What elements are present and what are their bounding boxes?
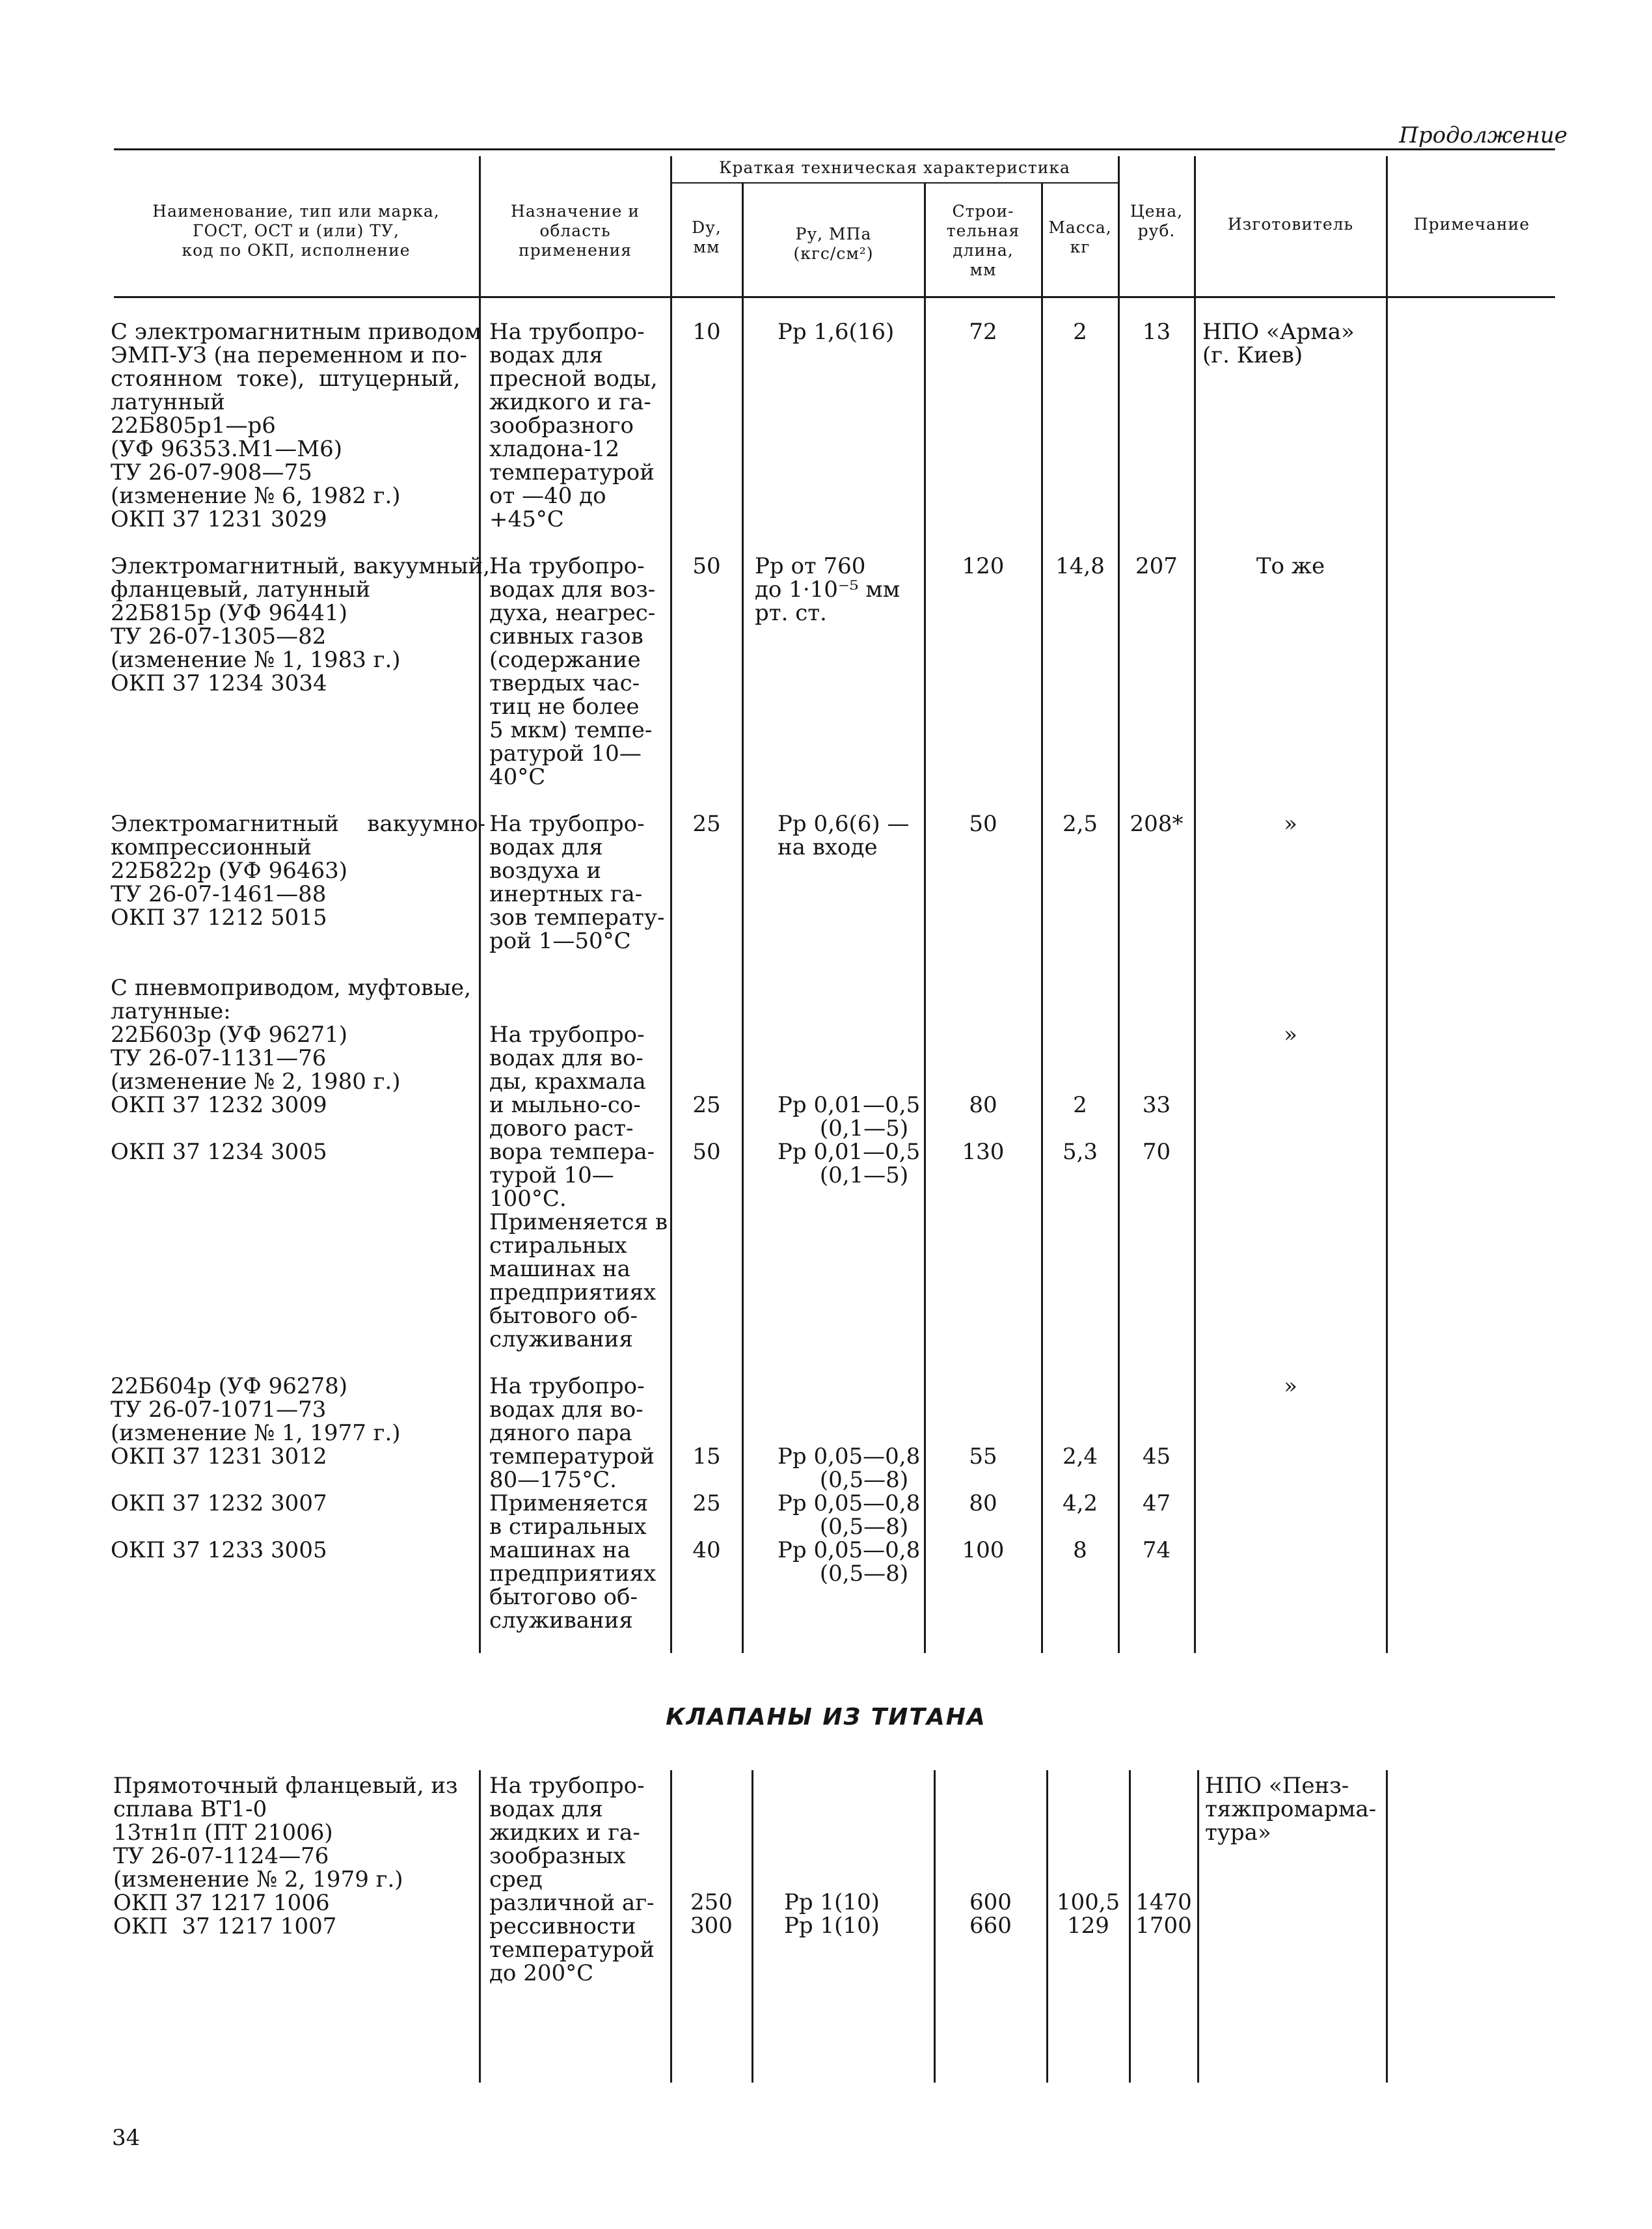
- header-note: Примечание: [1413, 215, 1530, 234]
- t-col-rule-3: [752, 1770, 753, 2083]
- header-price: Цена, руб.: [1130, 202, 1184, 240]
- row5-mass: 2,4 4,2 8: [1062, 1443, 1098, 1563]
- header-mass: Масса, кг: [1048, 218, 1112, 256]
- row1-price: 13: [1142, 319, 1171, 345]
- titan-py: Pр 1(10) Pр 1(10): [784, 1889, 880, 1939]
- titan-dy: 250 300: [690, 1889, 733, 1939]
- row5-length: 55 80 100: [962, 1443, 1005, 1563]
- row5-purpose: На трубопро- водах для во- дяного пара температурой 80—175°С. Применяется в стиральных машинах на предприятиях бытогово об- служивания: [489, 1373, 657, 1634]
- section-title: КЛАПАНЫ ИЗ ТИТАНА: [666, 1704, 986, 1730]
- col-rule-4: [924, 184, 926, 1653]
- row3-length: 50: [969, 811, 997, 837]
- t-col-rule-7: [1197, 1770, 1199, 2083]
- header-maker: Изготовитель: [1227, 215, 1354, 234]
- titan-length: 600 660: [969, 1889, 1012, 1939]
- row2-name: Электромагнитный, вакуумный, фланцевый, латунный 22Б815р (УФ 96441) ТУ 26-07-1305—82 (изменение № 1, 1983 г.) ОКП 37 1234 3034: [111, 553, 490, 696]
- header-bottom-rule: [114, 296, 1555, 298]
- row2-length: 120: [962, 553, 1005, 579]
- row4-dy: 25 50: [692, 1092, 721, 1165]
- tech-group-rule: [670, 182, 1119, 184]
- header-length: Строи- тельная длина, мм: [946, 202, 1020, 279]
- row5-maker: »: [1284, 1373, 1297, 1399]
- row2-purpose: На трубопро- водах для воз- духа, неагрес- сивных газов (содержание твердых час- тиц не более 5 мкм) темпе- ратурой 10— 40°С: [489, 553, 656, 790]
- continuation-note: Продолжение: [1399, 122, 1567, 148]
- t-col-rule-8: [1386, 1770, 1388, 2083]
- header-name: Наименование, тип или марка, ГОСТ, ОСТ и (или) ТУ, код по ОКП, исполнение: [152, 202, 440, 260]
- header-tech-group: Краткая техническая характеристика: [719, 158, 1070, 177]
- header-top-rule: [114, 148, 1555, 150]
- row5-name: 22Б604р (УФ 96278) ТУ 26-07-1071—73 (изменение № 1, 1977 г.) ОКП 37 1231 3012 ОКП 37 1232 3007 ОКП 37 1233 3005: [111, 1373, 401, 1563]
- col-rule-2: [670, 156, 672, 1653]
- row1-name: С электромагнитным приводом ЭМП-УЗ (на переменном и по- стоянном токе), штуцерный, латунный 22Б805р1—р6 (УФ 96353.М1—М6) ТУ 26-07-908—75 (изменение № 6, 1982 г.) ОКП 37 1231 3029: [111, 319, 482, 532]
- row4-purpose: На трубопро- водах для во- ды, крахмала и мыльно-со- дового раст- вора темпера- турой 10— 100°С. Применяется в стиральных машинах на предприятиях бытового об- служивания: [489, 1022, 668, 1352]
- row5-py: Pр 0,05—0,8 (0,5—8) Pр 0,05—0,8 (0,5—8) Pр 0,05—0,8 (0,5—8): [778, 1443, 921, 1587]
- row4-maker: »: [1284, 1022, 1297, 1048]
- row3-name: Электромагнитный вакуумно- компрессионный 22Б822р (УФ 96463) ТУ 26-07-1461—88 ОКП 37 1212 5015: [111, 811, 486, 931]
- col-rule-3: [742, 184, 744, 1653]
- titan-mass: 100,5 129: [1056, 1889, 1120, 1939]
- row2-price: 207: [1135, 553, 1178, 579]
- page-number: 34: [112, 2125, 141, 2151]
- col-rule-8: [1386, 156, 1388, 1653]
- col-rule-6: [1118, 156, 1120, 1653]
- titan-maker: НПО «Пенз- тяжпромарма- тура»: [1205, 1773, 1377, 1846]
- row4-name: С пневмоприводом, муфтовые, латунные: 22Б603р (УФ 96271) ТУ 26-07-1131—76 (изменение № 2, 1980 г.) ОКП 37 1232 3009 ОКП 37 1234 3005: [111, 975, 471, 1165]
- row1-purpose: На трубопро- водах для пресной воды, жидкого и га- зообразного хладона-12 температурой от —40 до +45°С: [489, 319, 658, 532]
- row2-maker: То же: [1256, 553, 1325, 579]
- row4-py: Pр 0,01—0,5 (0,1—5) Pр 0,01—0,5 (0,1—5): [778, 1092, 921, 1188]
- row3-mass: 2,5: [1062, 811, 1098, 837]
- row3-dy: 25: [692, 811, 721, 837]
- row2-py: Pр от 760 до 1·10⁻⁵ мм рт. ст.: [755, 553, 900, 626]
- row5-price: 45 47 74: [1142, 1443, 1171, 1563]
- header-py: Pу, МПа (кгс/см²): [793, 225, 874, 263]
- titan-purpose: На трубопро- водах для жидких и га- зообразных сред различной аг- рессивности температурой до 200°С: [489, 1773, 655, 1986]
- row3-price: 208*: [1130, 811, 1184, 837]
- row1-dy: 10: [692, 319, 721, 345]
- row1-maker: НПО «Арма» (г. Киев): [1202, 319, 1355, 368]
- row1-length: 72: [969, 319, 997, 345]
- row3-purpose: На трубопро- водах для воздуха и инертных га- зов температу- рой 1—50°С: [489, 811, 665, 954]
- titan-name: Прямоточный фланцевый, из сплава ВТ1-0 13тн1п (ПТ 21006) ТУ 26-07-1124—76 (изменение № 2, 1979 г.) ОКП 37 1217 1006 ОКП 37 1217 1007: [113, 1773, 458, 1939]
- row4-price: 33 70: [1142, 1092, 1171, 1165]
- row3-py: Pр 0,6(6) — на входе: [778, 811, 910, 860]
- row1-py: Pр 1,6(16): [778, 319, 895, 345]
- col-rule-5: [1041, 184, 1043, 1653]
- row2-dy: 50: [692, 553, 721, 579]
- row2-mass: 14,8: [1055, 553, 1105, 579]
- row4-mass: 2 5,3: [1062, 1092, 1098, 1165]
- header-dy: Dу, мм: [692, 218, 722, 256]
- t-col-rule-1: [479, 1770, 481, 2083]
- header-purpose: Назначение и область применения: [511, 202, 640, 260]
- row3-maker: »: [1284, 811, 1297, 837]
- row5-dy: 15 25 40: [692, 1443, 721, 1563]
- row4-length: 80 130: [962, 1092, 1005, 1165]
- titan-price: 1470 1700: [1135, 1889, 1192, 1939]
- row1-mass: 2: [1073, 319, 1087, 345]
- col-rule-7: [1194, 156, 1196, 1653]
